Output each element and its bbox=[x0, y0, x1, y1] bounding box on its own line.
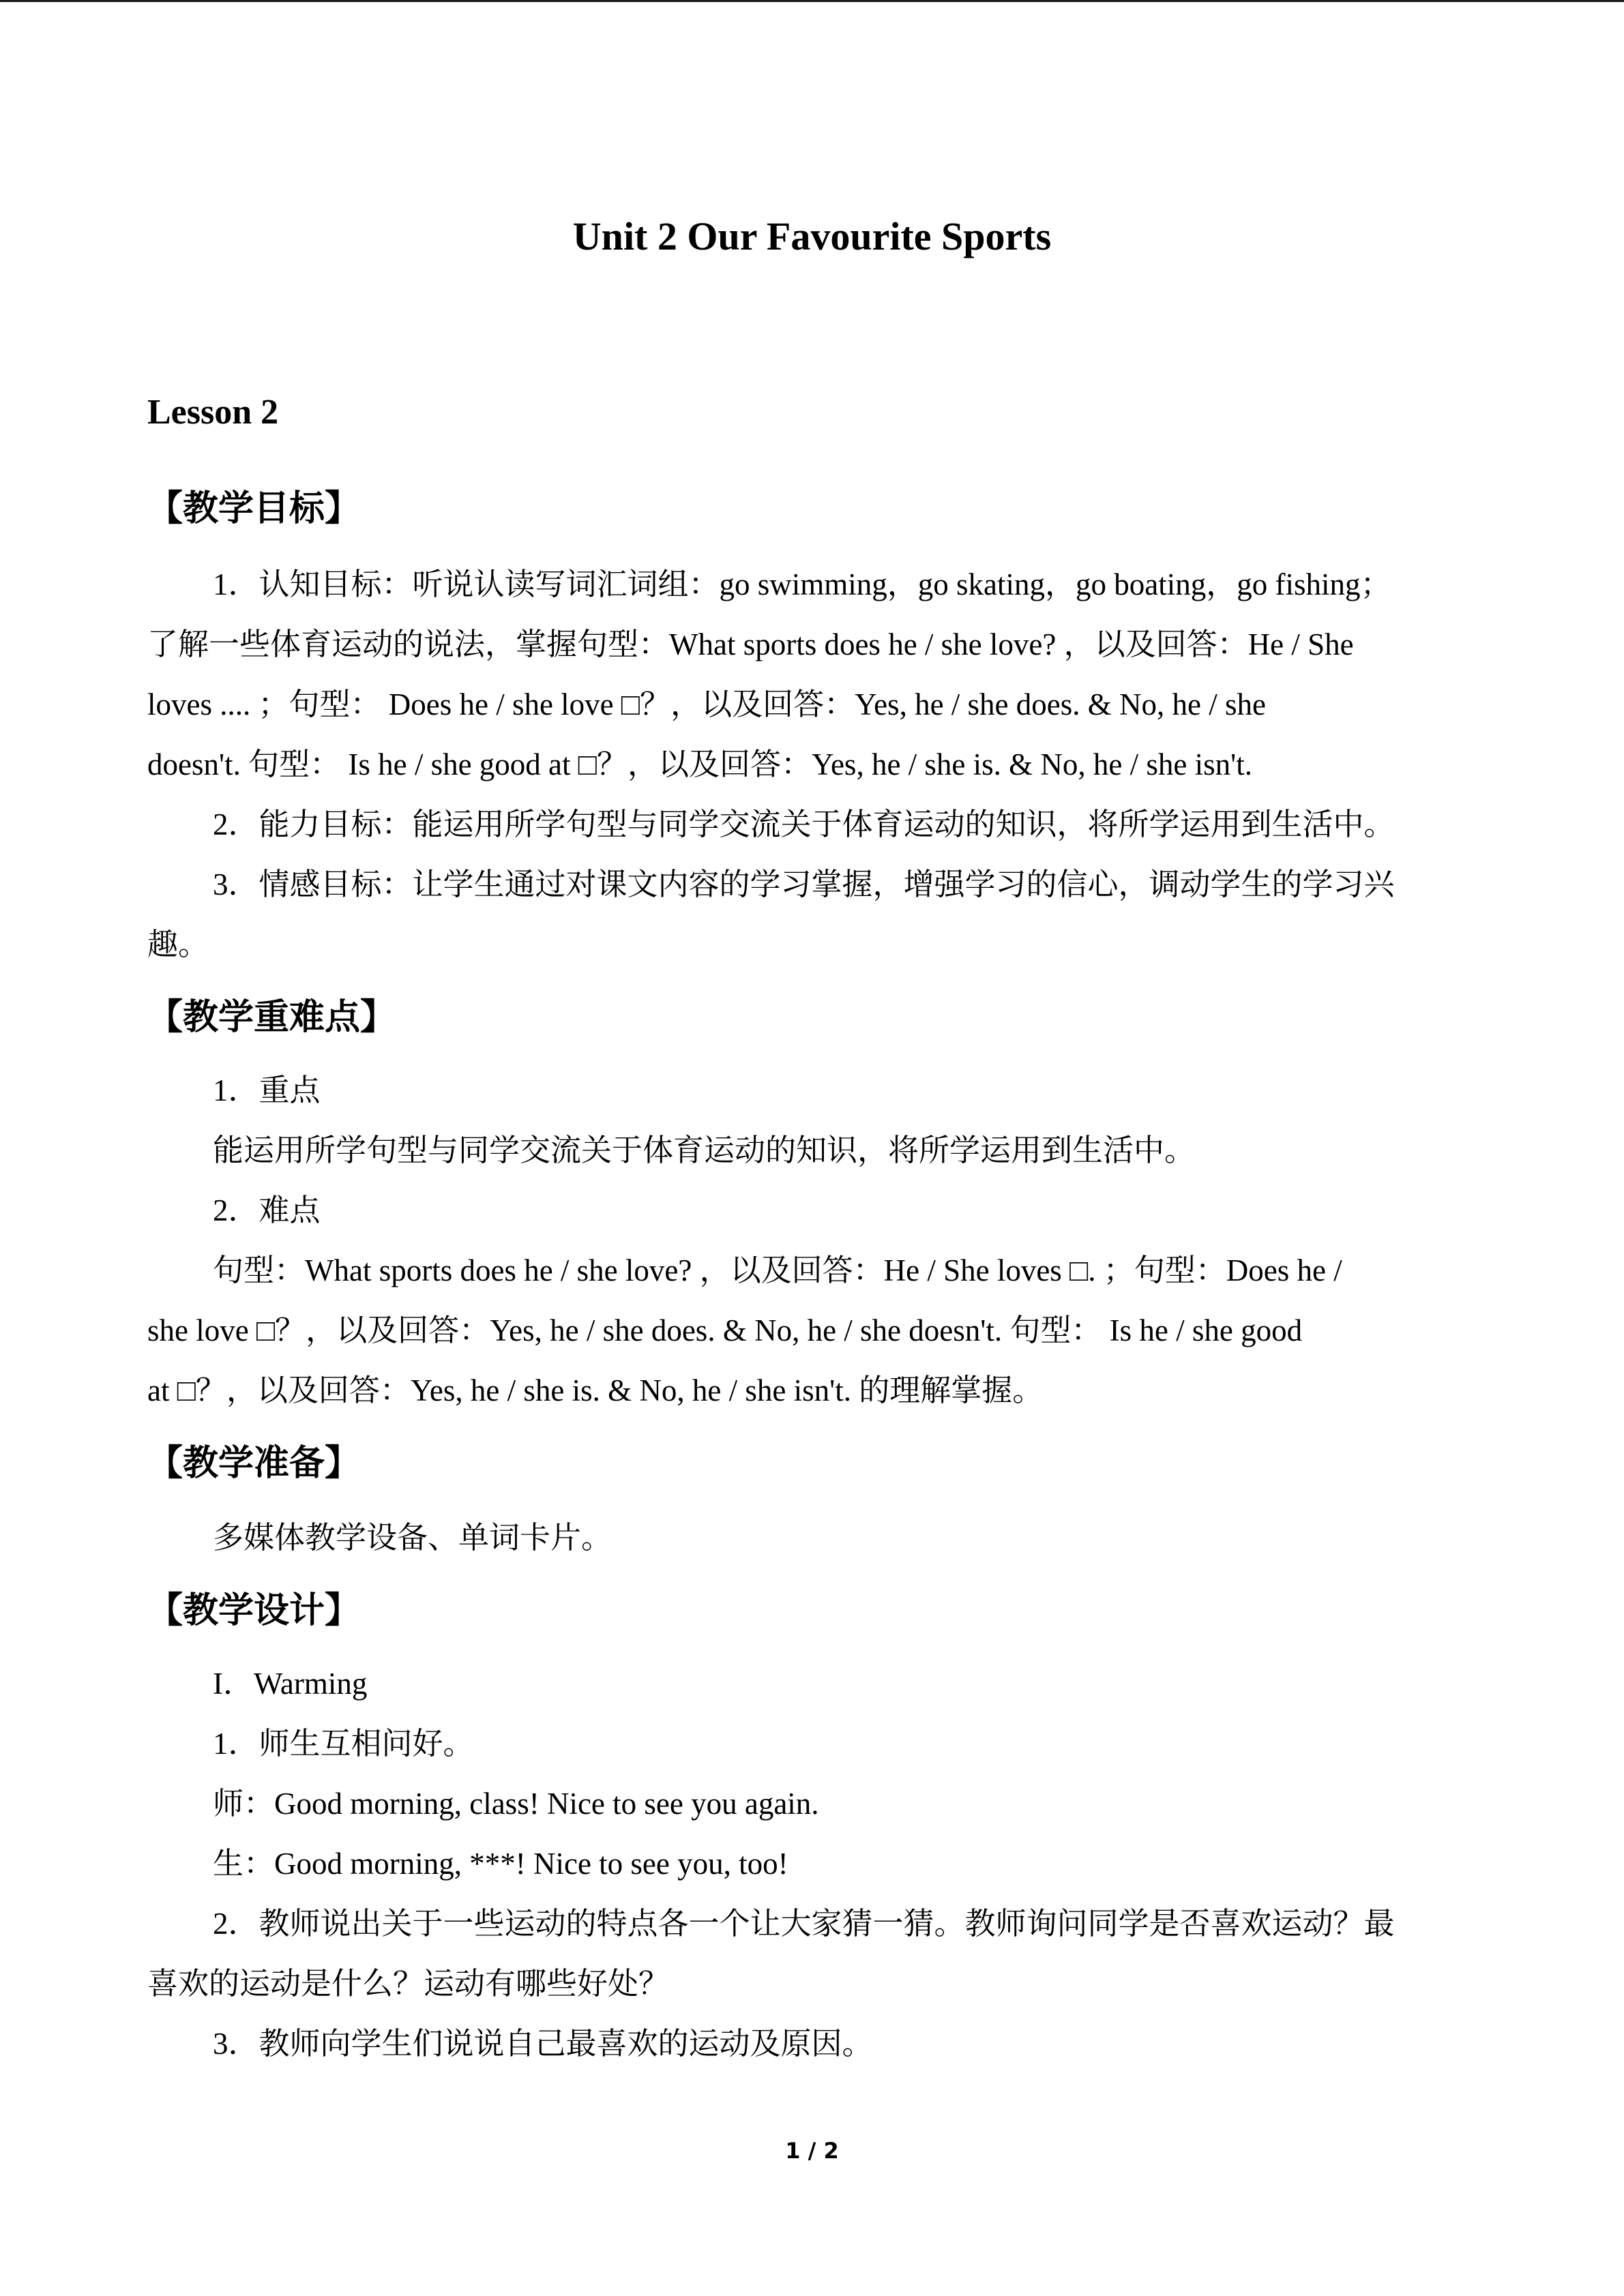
section-heading-design: 【教学设计】 bbox=[147, 1590, 361, 1631]
design-line: 1．师生互相问好。 bbox=[213, 1727, 474, 1761]
design-line: 生：Good morning, ***! Nice to see you, too! bbox=[213, 1847, 788, 1881]
lesson-heading: Lesson 2 bbox=[147, 393, 279, 432]
key-points-line: at □？，以及回答：Yes, he / she is. & No, he / she isn't. 的理解掌握。 bbox=[147, 1373, 1044, 1407]
objectives-line: doesn't. 句型： Is he / she good at □？，以及回答：Yes, he / she is. & No, he / she isn't. bbox=[147, 747, 1253, 781]
design-line: 2．教师说出关于一些运动的特点各一个让大家猜一猜。教师询问同学是否喜欢运动？最 bbox=[213, 1907, 1395, 1941]
key-points-line: 2．难点 bbox=[213, 1193, 321, 1227]
section-heading-key-points: 【教学重难点】 bbox=[147, 997, 396, 1038]
design-line: I．Warming bbox=[213, 1667, 368, 1701]
key-points-line: she love □？，以及回答：Yes, he / she does. & No, he / she doesn't. 句型： Is he / she good bbox=[147, 1313, 1303, 1347]
objectives-line: 1．认知目标：听说认读写词汇词组：go swimming，go skating，go boating，go fishing； bbox=[213, 567, 1391, 601]
design-line: 师：Good morning, class! Nice to see you again. bbox=[213, 1787, 819, 1821]
design-line: 3．教师向学生们说说自己最喜欢的运动及原因。 bbox=[213, 2027, 873, 2061]
design-line: 喜欢的运动是什么？运动有哪些好处？ bbox=[147, 1967, 670, 2001]
page-number: 1 / 2 bbox=[785, 2138, 839, 2164]
section-heading-objectives: 【教学目标】 bbox=[147, 488, 361, 529]
key-points-line: 能运用所学句型与同学交流关于体育运动的知识，将所学运用到生活中。 bbox=[213, 1133, 1196, 1167]
section-heading-preparation: 【教学准备】 bbox=[147, 1443, 361, 1484]
objectives-line: 3．情感目标：让学生通过对课文内容的学习掌握，增强学习的信心，调动学生的学习兴 bbox=[213, 867, 1395, 901]
key-points-line: 1．重点 bbox=[213, 1073, 321, 1107]
key-points-line: 句型：What sports does he / she love? ，以及回答：He / She loves □. ；句型：Does he / bbox=[213, 1253, 1342, 1287]
objectives-line: loves .... ；句型： Does he / she love □？，以及回答：Yes, he / she does. & No, he / she bbox=[147, 687, 1266, 721]
document-title: Unit 2 Our Favourite Sports bbox=[572, 214, 1052, 258]
objectives-line: 趣。 bbox=[147, 927, 209, 961]
objectives-line: 了解一些体育运动的说法，掌握句型：What sports does he / she love? ，以及回答：He / She bbox=[147, 627, 1354, 661]
objectives-line: 2．能力目标：能运用所学句型与同学交流关于体育运动的知识，将所学运用到生活中。 bbox=[213, 807, 1395, 841]
preparation-line: 多媒体教学设备、单词卡片。 bbox=[213, 1521, 612, 1555]
